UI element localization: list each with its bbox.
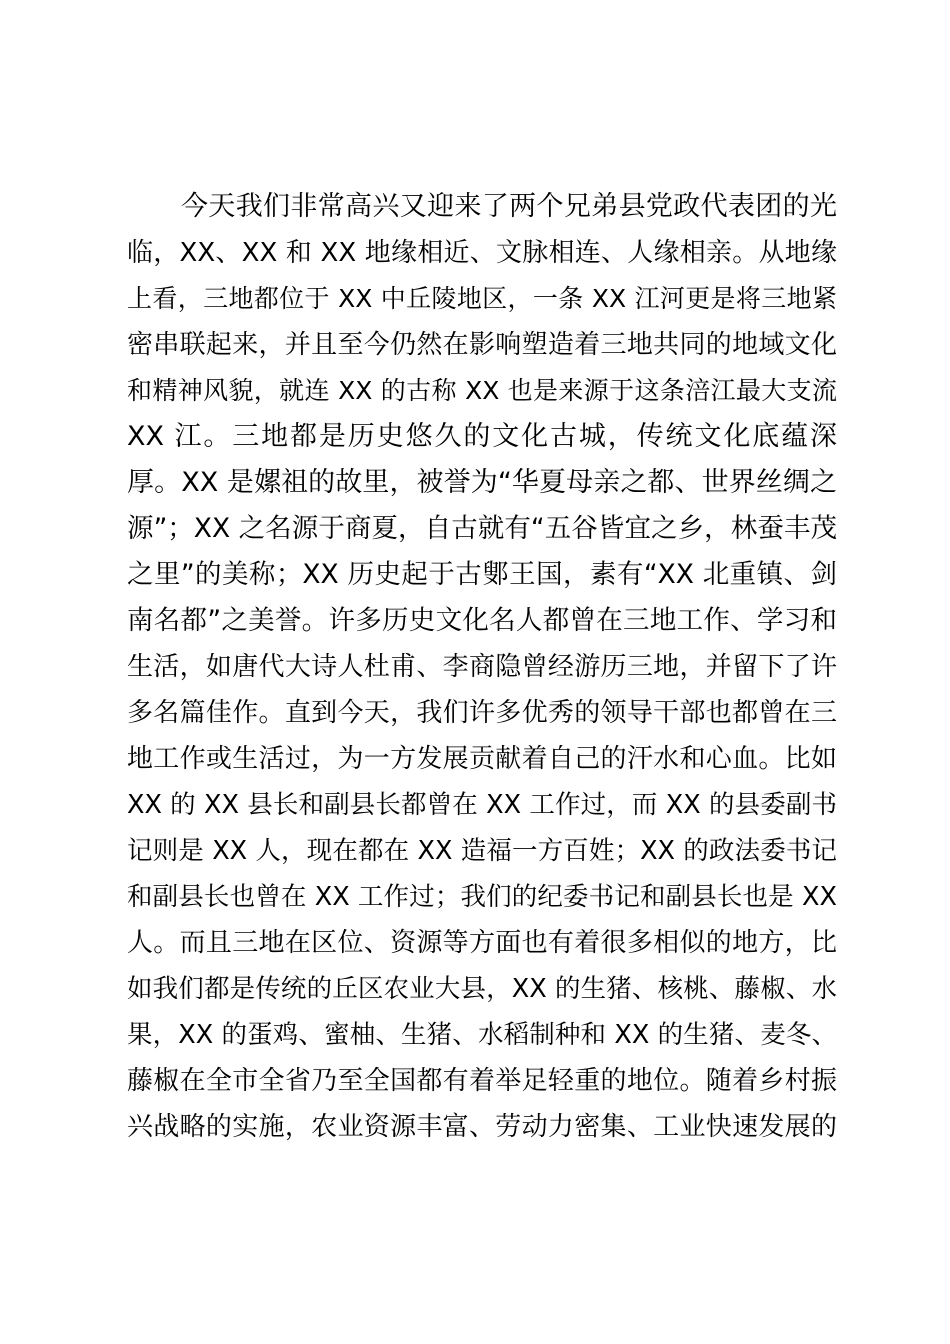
text-line: 今天我们非常高兴又迎来了两个兄弟县党政代表团的光 <box>181 191 837 222</box>
text-line: 如我们都是传统的丘区农业大县，XX 的生猪、核桃、藤椒、水 <box>127 974 837 1004</box>
text-line: 人。而且三地在区位、资源等方面也有着很多相似的地方，比 <box>127 928 837 958</box>
text-line: 密串联起来，并且至今仍然在影响塑造着三地共同的地域文化 <box>127 330 837 360</box>
text-line: 南名都”之美誉。许多历史文化名人都曾在三地工作、学习和 <box>127 605 837 636</box>
body-paragraph <box>127 184 837 1150</box>
text-line: XX 江。三地都是历史悠久的文化古城，传统文化底蕴深 <box>127 421 837 452</box>
text-line: 和精神风貌，就连 XX 的古称 XX 也是来源于这条涪江最大支流 <box>127 376 837 405</box>
text-line: 厚。XX 是嫘祖的故里，被誉为“华夏母亲之都、世界丝绸之 <box>127 467 837 498</box>
text-line: 临，XX、XX 和 XX 地缘相近、文脉相连、人缘相亲。从地缘 <box>127 238 837 268</box>
text-line: 多名篇佳作。直到今天，我们许多优秀的领导干部也都曾在三 <box>127 698 837 728</box>
text-line: 源”；XX 之名源于商夏，自古就有“五谷皆宜之乡，林蚕丰茂 <box>127 513 837 544</box>
text-line: 上看，三地都位于 XX 中丘陵地区，一条 XX 江河更是将三地紧 <box>127 284 837 313</box>
text-line: 兴战略的实施，农业资源丰富、劳动力密集、工业快速发展的 <box>127 1112 837 1142</box>
text-line: 和副县长也曾在 XX 工作过；我们的纪委书记和副县长也是 XX <box>127 882 837 912</box>
text-line: 记则是 XX 人，现在都在 XX 造福一方百姓；XX 的政法委书记 <box>127 836 837 866</box>
text-line: 生活，如唐代大诗人杜甫、李商隐曾经游历三地，并留下了许 <box>127 652 837 682</box>
text-line: 藤椒在全市全省乃至全国都有着举足轻重的地位。随着乡村振 <box>127 1066 837 1096</box>
text-line: 果，XX 的蛋鸡、蜜柚、生猪、水稻制种和 XX 的生猪、麦冬、 <box>127 1020 837 1050</box>
text-line: 地工作或生活过，为一方发展贡献着自己的汗水和心血。比如 <box>127 744 837 774</box>
text-line: 之里”的美称；XX 历史起于古鄋王国，素有“XX 北重镇、剑 <box>127 559 837 590</box>
text-line: XX 的 XX 县长和副县长都曾在 XX 工作过，而 XX 的县委副书 <box>127 790 837 820</box>
